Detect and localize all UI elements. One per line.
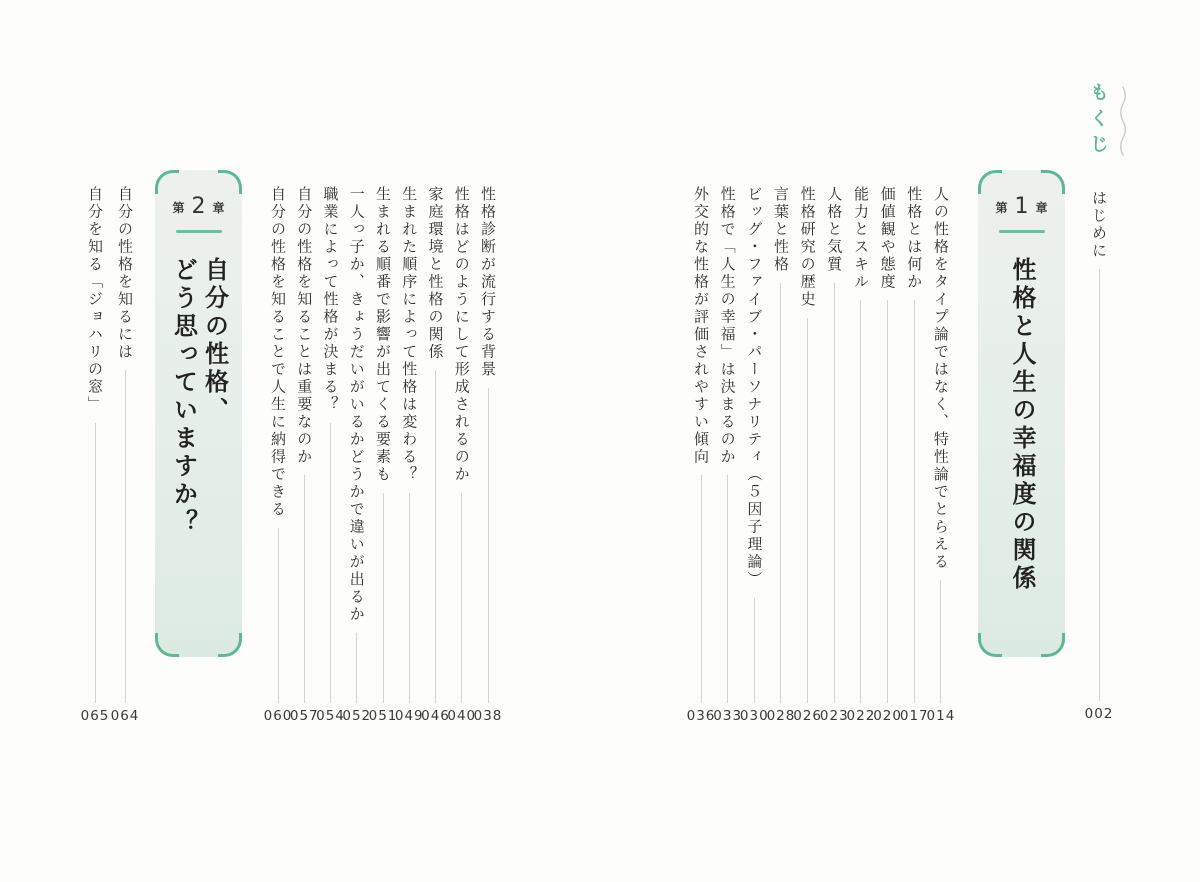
- leader-line: [780, 283, 781, 704]
- leader-line: [834, 283, 835, 704]
- leader-line: [356, 633, 357, 704]
- chapter-divider: [176, 230, 222, 233]
- chapter2-label: [172, 196, 224, 218]
- leader-line: [330, 423, 331, 704]
- toc-entry-page-number: 026: [793, 708, 823, 724]
- toc-entry-title: 価値観や態度: [878, 186, 897, 291]
- toc-entry-page-number: 017: [899, 708, 929, 724]
- intro-page-number: 002: [1084, 706, 1114, 722]
- toc-entry-title: 生まれた順序によって性格は変わる？: [400, 186, 419, 484]
- toc-entry-page-number: 040: [447, 708, 477, 724]
- corner-bracket: [218, 633, 242, 657]
- leader-line: [860, 300, 861, 703]
- toc-entry-page-number: 065: [80, 708, 110, 724]
- chapter2-entries: [265, 186, 501, 724]
- toc-entry: [768, 186, 794, 724]
- toc-entry-title: 自分を知る「ジョハリの窓」: [86, 186, 104, 414]
- intro-label: はじめに: [1090, 190, 1108, 260]
- leader-line: [435, 370, 436, 703]
- chapter1-label: [995, 196, 1047, 218]
- leader-line: [304, 475, 305, 703]
- toc-entry-title: 性格で「人生の幸福」は決まるのか: [718, 186, 737, 466]
- corner-bracket: [978, 170, 1002, 194]
- leader-line: [488, 388, 489, 704]
- toc-entry: [715, 186, 741, 724]
- toc-entry-page-number: 033: [713, 708, 743, 724]
- toc-entry-page-number: 064: [110, 708, 140, 724]
- toc-entry-page-number: 051: [368, 708, 398, 724]
- toc-entry-page-number: 052: [342, 708, 372, 724]
- toc-entry-page-number: 036: [686, 708, 716, 724]
- intro-entry: [1085, 190, 1113, 722]
- corner-bracket: [1041, 170, 1065, 194]
- leader-line: [95, 423, 96, 704]
- leader-line: [409, 493, 410, 704]
- leader-line: [383, 493, 384, 704]
- page-title: もくじ: [1087, 82, 1109, 160]
- chapter-title-line: 自分の性格、: [200, 257, 229, 425]
- toc-entry: [475, 186, 501, 724]
- toc-entry-title: 人格と気質: [825, 186, 844, 274]
- corner-bracket: [155, 633, 179, 657]
- toc-entry-title: 生まれる順番で影響が出てくる要素も: [374, 186, 392, 484]
- toc-entry: [821, 186, 847, 724]
- toc-entry-page-number: 022: [846, 708, 876, 724]
- toc-entry-page-number: 014: [926, 708, 956, 724]
- corner-bracket: [978, 633, 1002, 657]
- leader-line: [278, 528, 279, 704]
- toc-entry: [795, 186, 821, 724]
- leader-line: [701, 475, 702, 703]
- chapter-label-suffix: 章: [1035, 200, 1048, 215]
- toc-entry: [423, 186, 449, 724]
- toc-entry: [82, 186, 108, 724]
- chapter-label-suffix: 章: [212, 200, 225, 215]
- toc-entry-title: 職業によって性格が決まる？: [321, 186, 340, 414]
- leader-line: [1099, 269, 1100, 701]
- corner-bracket: [1041, 633, 1065, 657]
- toc-entry-title: 言葉と性格: [771, 186, 790, 274]
- chapter-title-line: 性格と人生の幸福度の関係: [1008, 257, 1036, 593]
- leader-line: [461, 493, 462, 704]
- toc-entry: [741, 186, 767, 724]
- chapter2-box: [155, 170, 242, 657]
- chapter-number: 1: [1014, 194, 1029, 219]
- toc-entry: [449, 186, 475, 724]
- leader-line: [940, 580, 941, 703]
- toc-entry-page-number: 023: [819, 708, 849, 724]
- toc-entry-title: 性格診断が流行する背景: [479, 186, 497, 379]
- toc-entry: [265, 186, 291, 724]
- squiggle-icon: [1117, 86, 1129, 156]
- chapter2-side-entries: [82, 186, 138, 724]
- toc-entry-title: 性格とは何か: [905, 186, 924, 291]
- toc-entry-title: 能力とスキル: [851, 186, 870, 291]
- toc-entry: [112, 186, 138, 724]
- toc-entry-page-number: 020: [873, 708, 902, 724]
- toc-entry-title: ビッグ・ファイブ・パーソナリティ（５因子理論）: [745, 186, 764, 589]
- toc-entry-page-number: 057: [289, 708, 319, 724]
- toc-entry: [901, 186, 927, 724]
- corner-bracket: [218, 170, 242, 194]
- toc-entry-page-number: 046: [421, 708, 450, 724]
- page-title-block: [1086, 82, 1129, 160]
- chapter-title-line: どう思っていますか？: [169, 257, 198, 537]
- chapter-label-prefix: 第: [995, 200, 1008, 215]
- toc-entry-title: 一人っ子か、きょうだいがいるかどうかで違いが出るか: [347, 186, 366, 624]
- toc-entry: [396, 186, 422, 724]
- toc-entry-title: 自分の性格を知ることで人生に納得できる: [269, 186, 287, 519]
- toc-entry: [318, 186, 344, 724]
- toc-entry: [875, 186, 901, 724]
- leader-line: [807, 318, 808, 704]
- toc-entry-title: 性格はどのようにして形成されるのか: [452, 186, 471, 484]
- toc-entry-title: 人の性格をタイプ論ではなく、特性論でとらえる: [931, 186, 950, 571]
- leader-line: [754, 598, 755, 704]
- toc-entry-title: 外交的な性格が評価されやすい傾向: [692, 186, 710, 466]
- toc-entry-page-number: 028: [766, 708, 796, 724]
- chapter-label-prefix: 第: [172, 200, 185, 215]
- toc-entry: [848, 186, 874, 724]
- toc-entry-page-number: 030: [739, 708, 769, 724]
- corner-bracket: [155, 170, 179, 194]
- toc-entry: [928, 186, 954, 724]
- toc-entry-title: 家庭環境と性格の関係: [426, 186, 445, 361]
- toc-entry-title: 性格研究の歴史: [798, 186, 817, 309]
- toc-entry-title: 自分の性格を知ることは重要なのか: [295, 186, 314, 466]
- leader-line: [125, 370, 126, 703]
- toc-entry-page-number: 054: [316, 708, 345, 724]
- leader-line: [727, 475, 728, 703]
- toc-entry-page-number: 060: [263, 708, 293, 724]
- chapter1-title: [1006, 257, 1037, 593]
- chapter1-box: [978, 170, 1065, 657]
- chapter2-title: [168, 257, 230, 537]
- leader-line: [887, 300, 888, 703]
- toc-entry: [344, 186, 370, 724]
- toc-entry-title: 自分の性格を知るには: [116, 186, 134, 361]
- toc-entry-page-number: 049: [394, 708, 424, 724]
- chapter1-entries: [688, 186, 954, 724]
- chapter-number: 2: [191, 194, 206, 219]
- toc-entry: [688, 186, 714, 724]
- toc-entry: [291, 186, 317, 724]
- toc-entry: [370, 186, 396, 724]
- toc-entry-page-number: 038: [473, 708, 503, 724]
- chapter-divider: [999, 230, 1045, 233]
- leader-line: [914, 300, 915, 703]
